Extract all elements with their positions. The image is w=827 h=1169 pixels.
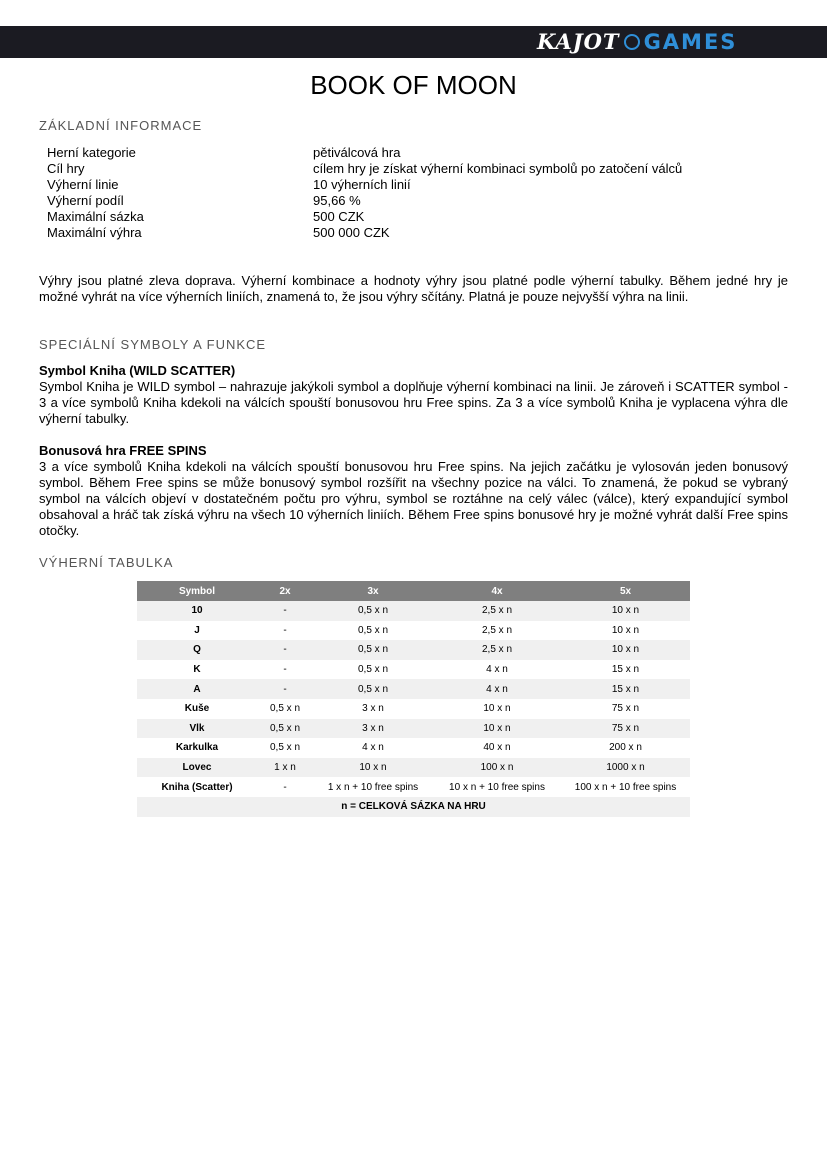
column-header: 4x bbox=[433, 581, 561, 601]
table-cell: Lovec bbox=[137, 758, 257, 778]
section-heading-special: SPECIÁLNÍ SYMBOLY A FUNKCE bbox=[39, 337, 267, 352]
info-value: 500 000 CZK bbox=[313, 225, 390, 240]
logo-text: KAJOT bbox=[537, 29, 620, 54]
table-cell: 75 x n bbox=[561, 719, 690, 739]
column-header: 3x bbox=[313, 581, 433, 601]
table-cell: - bbox=[283, 624, 287, 636]
table-cell: 15 x n bbox=[561, 679, 690, 699]
table-cell: 10 x n bbox=[483, 703, 511, 715]
table-cell: 4 x n bbox=[433, 679, 561, 699]
table-cell: 100 x n bbox=[433, 758, 561, 778]
table-cell: 100 x n + 10 free spins bbox=[574, 781, 677, 793]
table-row bbox=[137, 699, 690, 719]
table-cell: - bbox=[283, 664, 287, 676]
section-heading-basic: ZÁKLADNÍ INFORMACE bbox=[39, 118, 203, 133]
paytable bbox=[137, 581, 690, 817]
table-note: n = CELKOVÁ SÁZKA NA HRU bbox=[137, 797, 690, 817]
table-cell: 0,5 x n bbox=[257, 719, 313, 739]
info-value: 95,66 % bbox=[313, 193, 361, 208]
table-cell: 10 bbox=[137, 601, 257, 621]
table-cell: 10 x n bbox=[561, 601, 690, 621]
bonus-section bbox=[39, 443, 788, 539]
wild-heading: Symbol Kniha (WILD SCATTER) bbox=[39, 363, 236, 378]
info-label: Výherní linie bbox=[47, 177, 119, 192]
table-cell: 10 x n bbox=[433, 719, 561, 739]
table-cell: 0,5 x n bbox=[313, 640, 433, 660]
table-cell: J bbox=[194, 624, 200, 636]
table-cell: Karkulka bbox=[175, 742, 219, 754]
table-row bbox=[137, 621, 690, 641]
table-cell: - bbox=[257, 640, 313, 660]
table-cell: 2,5 x n bbox=[433, 601, 561, 621]
table-row bbox=[137, 738, 690, 758]
table-cell: Kniha (Scatter) bbox=[161, 781, 233, 793]
table-cell: 0,5 x n bbox=[313, 601, 433, 621]
table-cell: - bbox=[257, 601, 313, 621]
table-cell: 40 x n bbox=[483, 742, 511, 754]
table-cell: 1 x n bbox=[257, 758, 313, 778]
info-label: Výherní podíl bbox=[47, 193, 124, 208]
table-cell: 10 x n + 10 free spins bbox=[449, 781, 545, 793]
table-cell: 1 x n + 10 free spins bbox=[327, 781, 419, 793]
header-bar bbox=[0, 26, 827, 58]
column-header: 2x bbox=[257, 581, 313, 601]
table-cell: 2,5 x n bbox=[433, 640, 561, 660]
table-row bbox=[137, 601, 690, 621]
table-cell: 200 x n bbox=[609, 742, 642, 754]
info-value: 500 CZK bbox=[313, 209, 365, 224]
table-cell: - bbox=[257, 679, 313, 699]
table-cell: Vlk bbox=[137, 719, 257, 739]
table-cell: 4 x n bbox=[362, 742, 384, 754]
bonus-heading: Bonusová hra FREE SPINS bbox=[39, 443, 207, 458]
table-cell: 1000 x n bbox=[561, 758, 690, 778]
info-value: cílem hry je získat výherní kombinaci symbolů po zatočení válců bbox=[313, 161, 683, 176]
table-note-row bbox=[137, 797, 690, 817]
table-cell: 0,5 x n bbox=[313, 679, 433, 699]
table-row bbox=[137, 719, 690, 739]
table-row bbox=[137, 660, 690, 680]
table-row bbox=[137, 640, 690, 660]
wild-text: Symbol Kniha je WILD symbol – nahrazuje jakýkoli symbol a doplňuje výherní kombinaci na linii. Je zároveň i SCATTER symbol - 3 a více symbolů Kniha kdekoli na válcích spouští bonusovou hru Free spins. Za 3 a více symbolů Kniha je vyplacena výhra dle výherní tabulky. bbox=[39, 379, 788, 426]
column-header: 5x bbox=[561, 581, 690, 601]
bonus-text: 3 a více symbolů Kniha kdekoli na válcích spouští bonusovou hru Free spins. Na jejich začátku je vylosován jeden bonusový symbol. Během Free spins se může bonusový symbol rozšířit na všechny pozice na válci. To znamená, že pokud se vybraný symbol na válcích objeví v dostatečném počtu pro výhru, symbol se roztáhne na celý válec (válce), který expandující symbol obsahoval a hráč tak získá výhru na všech 10 výherních liniích. Během Free spins bonusové hry je možné vyhrát další Free spins otočky. bbox=[39, 459, 788, 538]
table-cell: 4 x n bbox=[486, 664, 508, 676]
table-cell: Kuše bbox=[184, 703, 210, 715]
table-cell: 0,5 x n bbox=[357, 664, 389, 676]
info-value: 10 výherních linií bbox=[313, 177, 411, 192]
table-cell: A bbox=[137, 679, 257, 699]
table-cell: 0,5 x n bbox=[357, 624, 389, 636]
table-row bbox=[137, 758, 690, 778]
table-cell: 0,5 x n bbox=[269, 703, 301, 715]
info-label: Maximální výhra bbox=[47, 225, 142, 240]
globe-icon bbox=[624, 34, 640, 50]
kajot-games-logo bbox=[537, 29, 737, 55]
column-header: Symbol bbox=[137, 581, 257, 601]
info-row bbox=[47, 145, 682, 161]
info-list bbox=[47, 145, 682, 241]
table-cell: 75 x n bbox=[611, 703, 640, 715]
logo-text: GAMES bbox=[643, 30, 738, 54]
info-row bbox=[47, 225, 682, 241]
table-cell: 3 x n bbox=[362, 703, 384, 715]
table-cell: 10 x n bbox=[313, 758, 433, 778]
table-cell: 2,5 x n bbox=[481, 624, 513, 636]
table-cell: Q bbox=[137, 640, 257, 660]
info-row bbox=[47, 193, 682, 209]
info-row bbox=[47, 209, 682, 225]
page-title: BOOK OF MOON bbox=[310, 70, 517, 100]
table-cell: K bbox=[193, 664, 201, 676]
table-cell: 10 x n bbox=[561, 640, 690, 660]
table-cell: 10 x n bbox=[611, 624, 640, 636]
table-cell: - bbox=[283, 781, 287, 793]
rules-text: Výhry jsou platné zleva doprava. Výherní kombinace a hodnoty výhry jsou platné podle výherní tabulky. Během jedné hry je možné vyhrát na více výherních liniích, znamená to, že jsou výhry sčítány. Platná je pouze nejvyšší výhra na linii. bbox=[39, 273, 788, 304]
info-value: pětiválcová hra bbox=[313, 145, 401, 160]
info-row bbox=[47, 161, 682, 177]
wild-section bbox=[39, 363, 788, 427]
section-heading-paytable: VÝHERNÍ TABULKA bbox=[39, 555, 174, 570]
info-row bbox=[47, 177, 682, 193]
table-row bbox=[137, 777, 690, 797]
table-cell: 3 x n bbox=[313, 719, 433, 739]
info-label: Cíl hry bbox=[47, 161, 85, 176]
info-label: Maximální sázka bbox=[47, 209, 144, 224]
table-cell: 15 x n bbox=[611, 664, 640, 676]
table-cell: 0,5 x n bbox=[269, 742, 301, 754]
paytable-header bbox=[137, 581, 690, 601]
info-label: Herní kategorie bbox=[47, 145, 136, 160]
table-row bbox=[137, 679, 690, 699]
